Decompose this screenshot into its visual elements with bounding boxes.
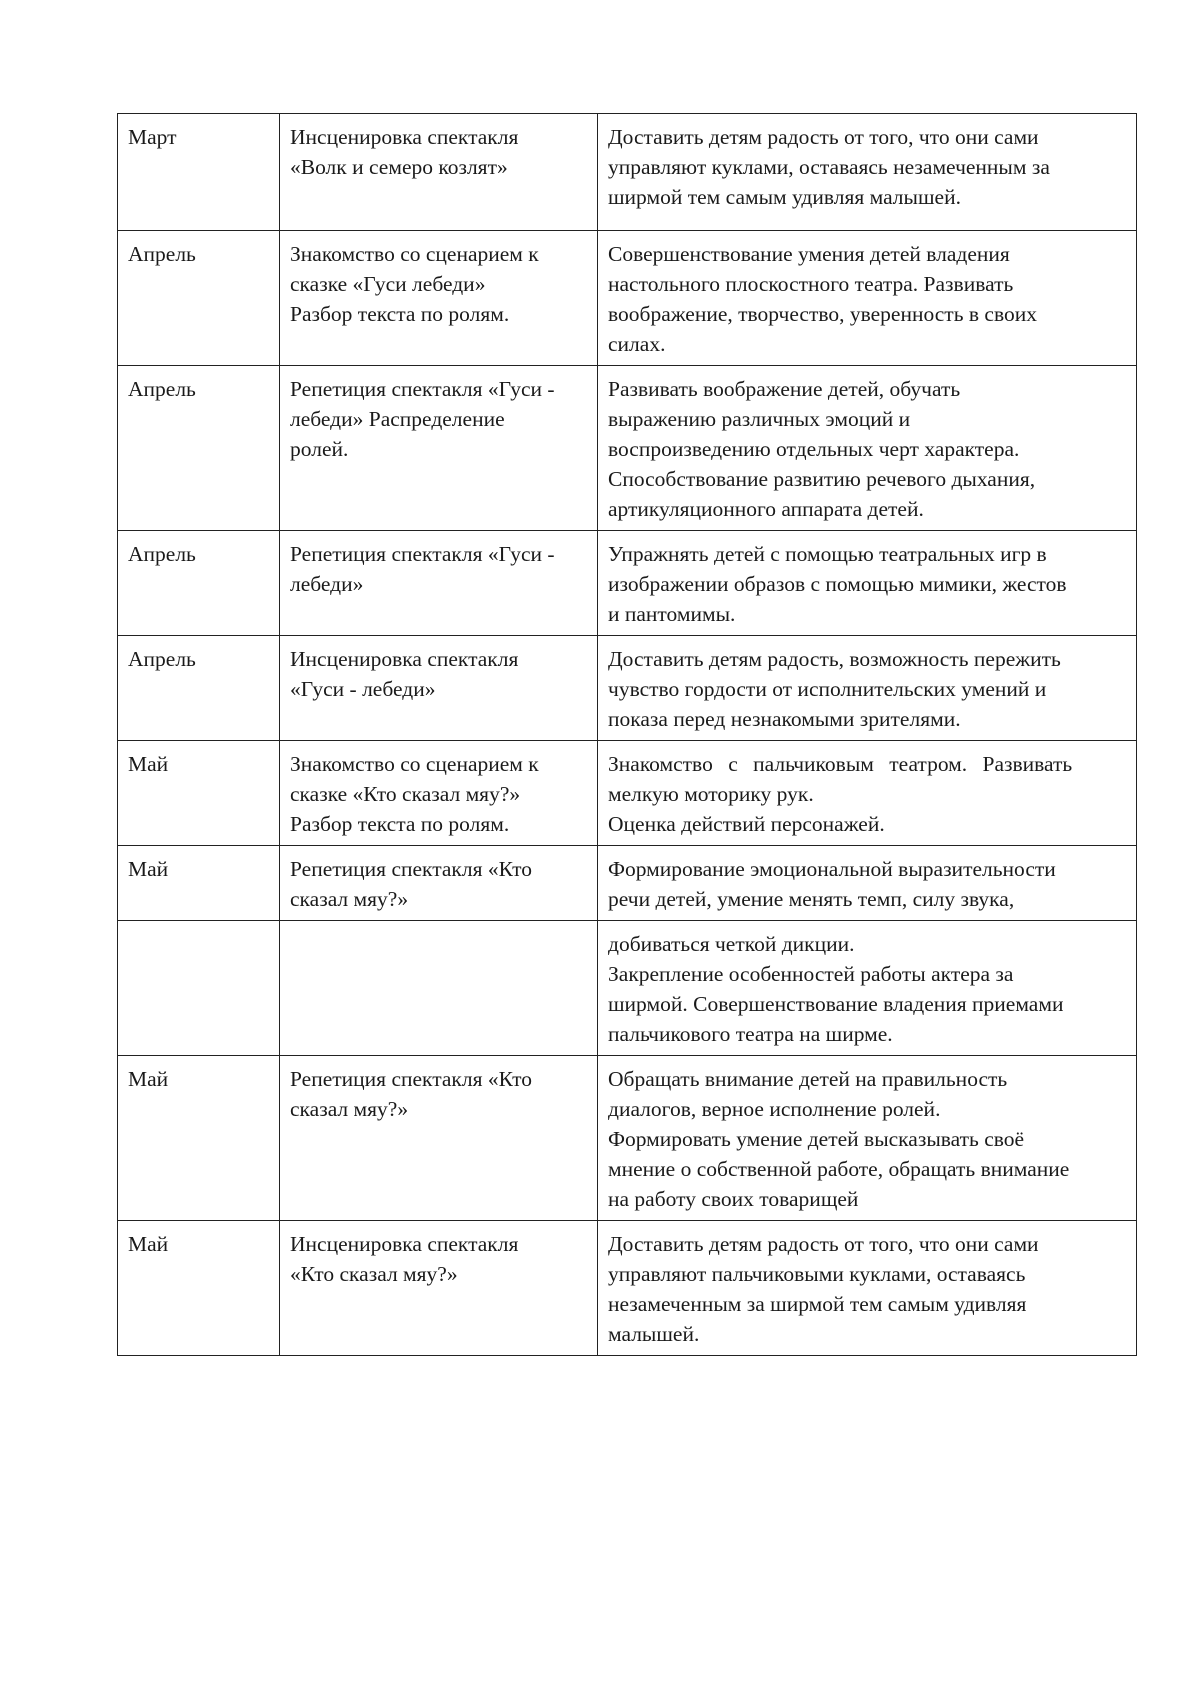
goal-line: мнение о собственной работе, обращать внимание xyxy=(608,1157,1070,1181)
month-cell: Март xyxy=(118,114,280,231)
goal-line: силах. xyxy=(608,332,666,356)
goal-line: Доставить детям радость, возможность пережить xyxy=(608,647,1061,671)
topic-line: Инсценировка спектакля xyxy=(290,1232,519,1256)
goal-line: управляют пальчиковыми куклами, оставаясь xyxy=(608,1262,1026,1286)
goal-line: артикуляционного аппарата детей. xyxy=(608,497,924,521)
goal-line: ширмой тем самым удивляя малышей. xyxy=(608,185,961,209)
topic-line: сказке «Гуси лебеди» xyxy=(290,272,486,296)
topic-cell xyxy=(280,636,598,741)
goal-cell xyxy=(598,921,1137,1056)
topic-line: сказал мяу?» xyxy=(290,1097,409,1121)
topic-line: Репетиция спектакля «Кто xyxy=(290,1067,532,1091)
goal-line: Закрепление особенностей работы актера за xyxy=(608,962,1014,986)
topic-line: сказке «Кто сказал мяу?» xyxy=(290,782,521,806)
topic-line: лебеди» Распределение xyxy=(290,407,505,431)
goal-line: изображении образов с помощью мимики, жестов xyxy=(608,572,1067,596)
goal-cell xyxy=(598,1221,1137,1356)
goal-cell xyxy=(598,741,1137,846)
month-cell: Апрель xyxy=(118,366,280,531)
month-cell: Апрель xyxy=(118,636,280,741)
goal-line: Формировать умение детей высказывать своё xyxy=(608,1127,1025,1151)
goal-line: на работу своих товарищей xyxy=(608,1187,859,1211)
table-row xyxy=(118,231,1137,366)
table-row xyxy=(118,1221,1137,1356)
goal-line: пальчикового театра на ширме. xyxy=(608,1022,893,1046)
goal-line: Доставить детям радость от того, что они сами xyxy=(608,1232,1039,1256)
topic-line: Репетиция спектакля «Гуси - xyxy=(290,542,555,566)
topic-line: ролей. xyxy=(290,437,349,461)
goal-line: Обращать внимание детей на правильность xyxy=(608,1067,1008,1091)
topic-cell xyxy=(280,531,598,636)
table-row xyxy=(118,531,1137,636)
topic-line: Репетиция спектакля «Гуси - xyxy=(290,377,555,401)
topic-line: сказал мяу?» xyxy=(290,887,409,911)
goal-line: незамеченным за ширмой тем самым удивляя xyxy=(608,1292,1027,1316)
goal-line: Формирование эмоциональной выразительности xyxy=(608,857,1056,881)
goal-line: Развивать воображение детей, обучать xyxy=(608,377,961,401)
topic-cell xyxy=(280,114,598,231)
schedule-table xyxy=(117,113,1137,1356)
table-row xyxy=(118,741,1137,846)
goal-line: чувство гордости от исполнительских умений и xyxy=(608,677,1047,701)
topic-cell xyxy=(280,921,598,1056)
topic-cell xyxy=(280,741,598,846)
topic-line: Знакомство со сценарием к xyxy=(290,752,539,776)
schedule-table-body xyxy=(118,114,1137,1356)
goal-line: воображение, творчество, уверенность в своих xyxy=(608,302,1037,326)
goal-line: Упражнять детей с помощью театральных игр в xyxy=(608,542,1047,566)
goal-line: показа перед незнакомыми зрителями. xyxy=(608,707,961,731)
topic-line: «Гуси - лебеди» xyxy=(290,677,436,701)
topic-line: Репетиция спектакля «Кто xyxy=(290,857,532,881)
goal-line: и пантомимы. xyxy=(608,602,736,626)
topic-cell xyxy=(280,846,598,921)
goal-line: управляют куклами, оставаясь незамеченным за xyxy=(608,155,1050,179)
goal-cell xyxy=(598,846,1137,921)
table-row xyxy=(118,114,1137,231)
goal-line: Способствование развитию речевого дыхания, xyxy=(608,467,1036,491)
topic-cell xyxy=(280,1056,598,1221)
topic-line: «Волк и семеро козлят» xyxy=(290,155,508,179)
goal-line: Доставить детям радость от того, что они сами xyxy=(608,125,1039,149)
topic-cell xyxy=(280,231,598,366)
topic-line: «Кто сказал мяу?» xyxy=(290,1262,458,1286)
goal-cell xyxy=(598,231,1137,366)
month-cell: Май xyxy=(118,1056,280,1221)
month-cell xyxy=(118,921,280,1056)
goal-line: малышей. xyxy=(608,1322,700,1346)
goal-line: Знакомство с пальчиковым театром. Развивать xyxy=(608,752,1073,776)
topic-line: Инсценировка спектакля xyxy=(290,125,519,149)
goal-line: диалогов, верное исполнение ролей. xyxy=(608,1097,941,1121)
goal-line: воспроизведению отдельных черт характера. xyxy=(608,437,1020,461)
goal-line: мелкую моторику рук. xyxy=(608,782,814,806)
month-cell: Май xyxy=(118,1221,280,1356)
goal-line: добиваться четкой дикции. xyxy=(608,932,855,956)
topic-line: Знакомство со сценарием к xyxy=(290,242,539,266)
goal-cell xyxy=(598,1056,1137,1221)
goal-line: ширмой. Совершенствование владения приемами xyxy=(608,992,1064,1016)
table-row xyxy=(118,636,1137,741)
goal-line: Оценка действий персонажей. xyxy=(608,812,885,836)
goal-line: Совершенствование умения детей владения xyxy=(608,242,1010,266)
goal-cell xyxy=(598,114,1137,231)
topic-cell xyxy=(280,1221,598,1356)
table-row xyxy=(118,1056,1137,1221)
topic-line: Разбор текста по ролям. xyxy=(290,812,510,836)
table-row xyxy=(118,366,1137,531)
goal-line: настольного плоскостного театра. Развивать xyxy=(608,272,1014,296)
table-row xyxy=(118,846,1137,921)
goal-cell xyxy=(598,366,1137,531)
goal-line: речи детей, умение менять темп, силу звука, xyxy=(608,887,1015,911)
month-cell: Май xyxy=(118,741,280,846)
month-cell: Апрель xyxy=(118,531,280,636)
topic-line: Инсценировка спектакля xyxy=(290,647,519,671)
topic-line: лебеди» xyxy=(290,572,364,596)
month-cell: Май xyxy=(118,846,280,921)
month-cell: Апрель xyxy=(118,231,280,366)
goal-line: выражению различных эмоций и xyxy=(608,407,911,431)
topic-line: Разбор текста по ролям. xyxy=(290,302,510,326)
table-row xyxy=(118,921,1137,1056)
topic-cell xyxy=(280,366,598,531)
goal-cell xyxy=(598,636,1137,741)
goal-cell xyxy=(598,531,1137,636)
